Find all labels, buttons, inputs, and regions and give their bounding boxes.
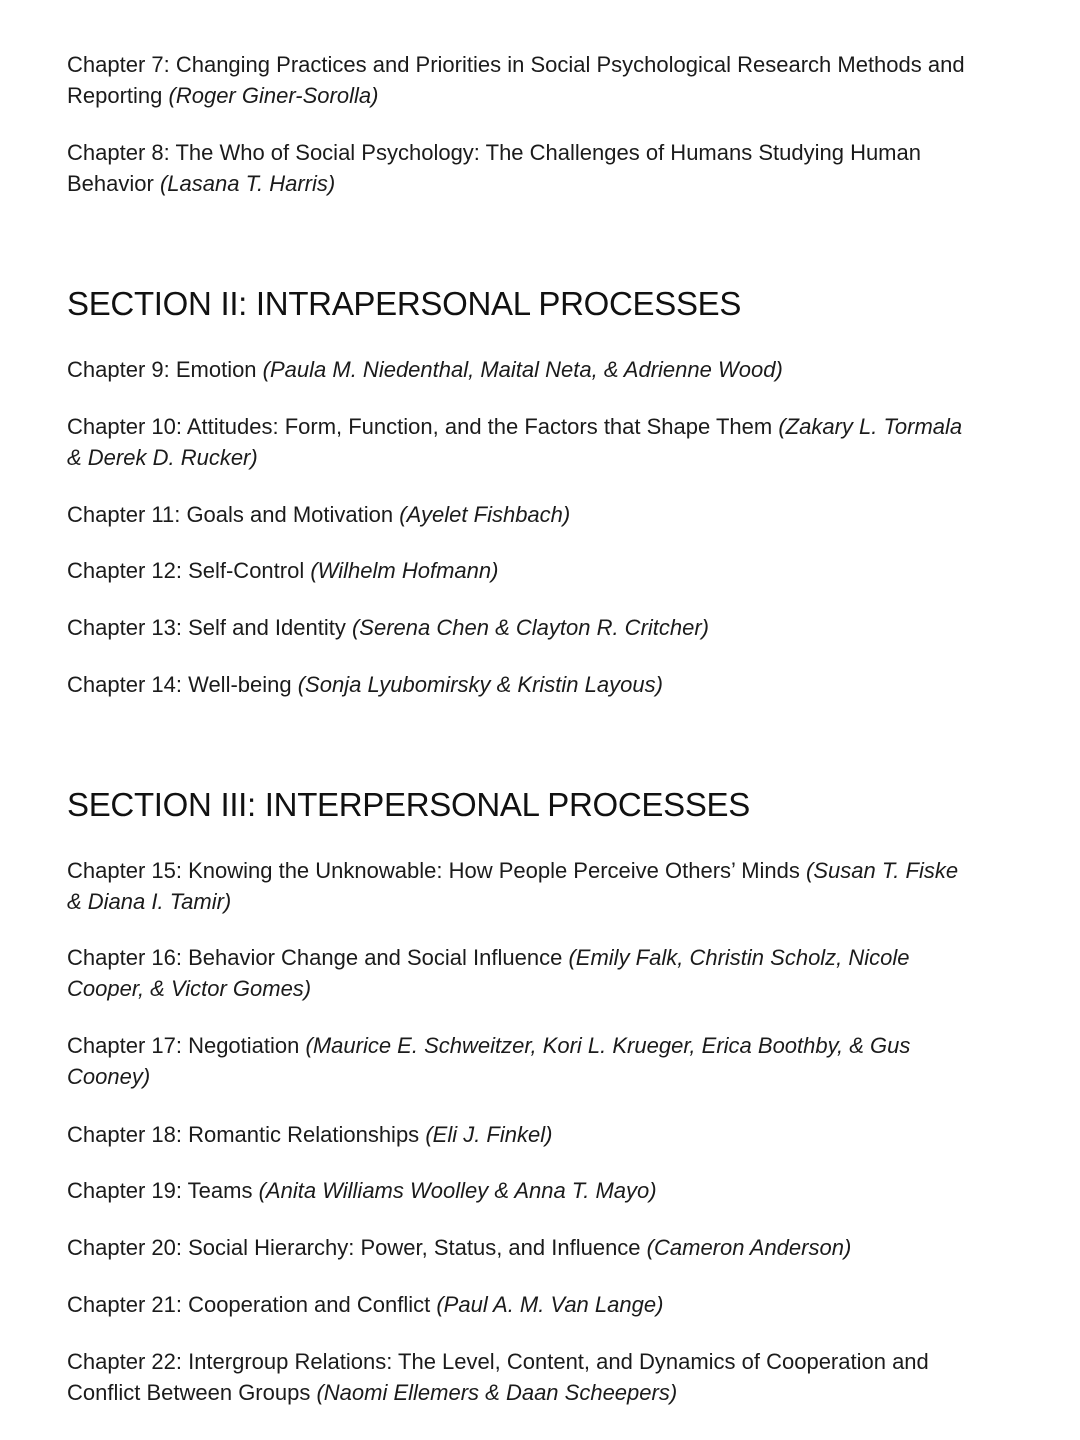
toc-entry-chapter-21: [67, 1289, 967, 1320]
chapter-title: Chapter 16: Behavior Change and Social Influence: [67, 945, 563, 970]
chapter-title: Chapter 17: Negotiation: [67, 1033, 300, 1058]
chapter-authors: (Lasana T. Harris): [159, 171, 336, 196]
chapter-authors: (Ayelet Fishbach): [399, 502, 571, 527]
toc-entry-chapter-20: [67, 1232, 967, 1263]
toc-entry-chapter-16: [67, 942, 967, 1004]
chapter-authors: (Sonja Lyubomirsky & Kristin Layous): [297, 672, 663, 697]
chapter-authors: (Cameron Anderson): [646, 1235, 852, 1260]
chapter-title: Chapter 10: Attitudes: Form, Function, and the Factors that Shape Them: [67, 414, 773, 439]
toc-entry-chapter-14: [67, 669, 967, 700]
chapter-authors: (Zakary L. Tormala & Derek D. Rucker): [67, 414, 963, 470]
chapter-authors: (Susan T. Fiske & Diana I. Tamir): [67, 858, 959, 914]
toc-entry-chapter-19: [67, 1175, 967, 1206]
toc-entry-chapter-13: [67, 612, 967, 643]
section-heading-interpersonal: SECTION III: INTERPERSONAL PROCESSES: [67, 786, 750, 823]
toc-entry-chapter-7: [67, 49, 967, 111]
chapter-title: Chapter 13: Self and Identity: [67, 615, 346, 640]
chapter-authors: (Wilhelm Hofmann): [310, 558, 499, 583]
section-heading-intrapersonal: SECTION II: INTRAPERSONAL PROCESSES: [67, 285, 742, 322]
toc-entry-chapter-15: [67, 855, 967, 917]
chapter-authors: (Naomi Ellemers & Daan Scheepers): [316, 1380, 678, 1405]
chapter-authors: (Serena Chen & Clayton R. Critcher): [351, 615, 710, 640]
chapter-title: Chapter 15: Knowing the Unknowable: How People Perceive Others’ Minds: [67, 858, 800, 883]
chapter-authors: (Anita Williams Woolley & Anna T. Mayo): [258, 1178, 657, 1203]
toc-entry-chapter-8: [67, 137, 967, 199]
chapter-title: Chapter 7: Changing Practices and Priorities in Social Psychological Research Methods and Reporting: [67, 52, 965, 108]
chapter-title: Chapter 11: Goals and Motivation: [67, 502, 394, 527]
chapter-title: Chapter 18: Romantic Relationships: [67, 1122, 420, 1147]
toc-entry-chapter-18: [67, 1119, 967, 1150]
chapter-title: Chapter 21: Cooperation and Conflict: [67, 1292, 431, 1317]
chapter-title: Chapter 12: Self-Control: [67, 558, 305, 583]
chapter-title: Chapter 8: The Who of Social Psychology: The Challenges of Humans Studying Human Behavior: [67, 140, 921, 196]
chapter-authors: (Paul A. M. Van Lange): [436, 1292, 664, 1317]
toc-entry-chapter-9: [67, 354, 967, 385]
chapter-authors: (Emily Falk, Christin Scholz, Nicole Cooper, & Victor Gomes): [67, 945, 910, 1001]
chapter-title: Chapter 22: Intergroup Relations: The Level, Content, and Dynamics of Cooperation and Conflict Between Groups: [67, 1349, 929, 1405]
chapter-authors: (Maurice E. Schweitzer, Kori L. Krueger, Erica Boothby, & Gus Cooney): [67, 1033, 911, 1089]
toc-entry-chapter-12: [67, 555, 967, 586]
chapter-title: Chapter 9: Emotion: [67, 357, 257, 382]
chapter-title: Chapter 14: Well-being: [67, 672, 292, 697]
toc-entry-chapter-10: [67, 411, 967, 473]
chapter-title: Chapter 19: Teams: [67, 1178, 253, 1203]
chapter-authors: (Eli J. Finkel): [425, 1122, 553, 1147]
chapter-authors: (Paula M. Niedenthal, Maital Neta, & Adrienne Wood): [262, 357, 783, 382]
chapter-title: Chapter 20: Social Hierarchy: Power, Status, and Influence: [67, 1235, 641, 1260]
toc-entry-chapter-17: [67, 1030, 967, 1092]
toc-entry-chapter-22: [67, 1346, 967, 1408]
toc-entry-chapter-11: [67, 499, 967, 530]
chapter-authors: (Roger Giner-Sorolla): [168, 83, 379, 108]
